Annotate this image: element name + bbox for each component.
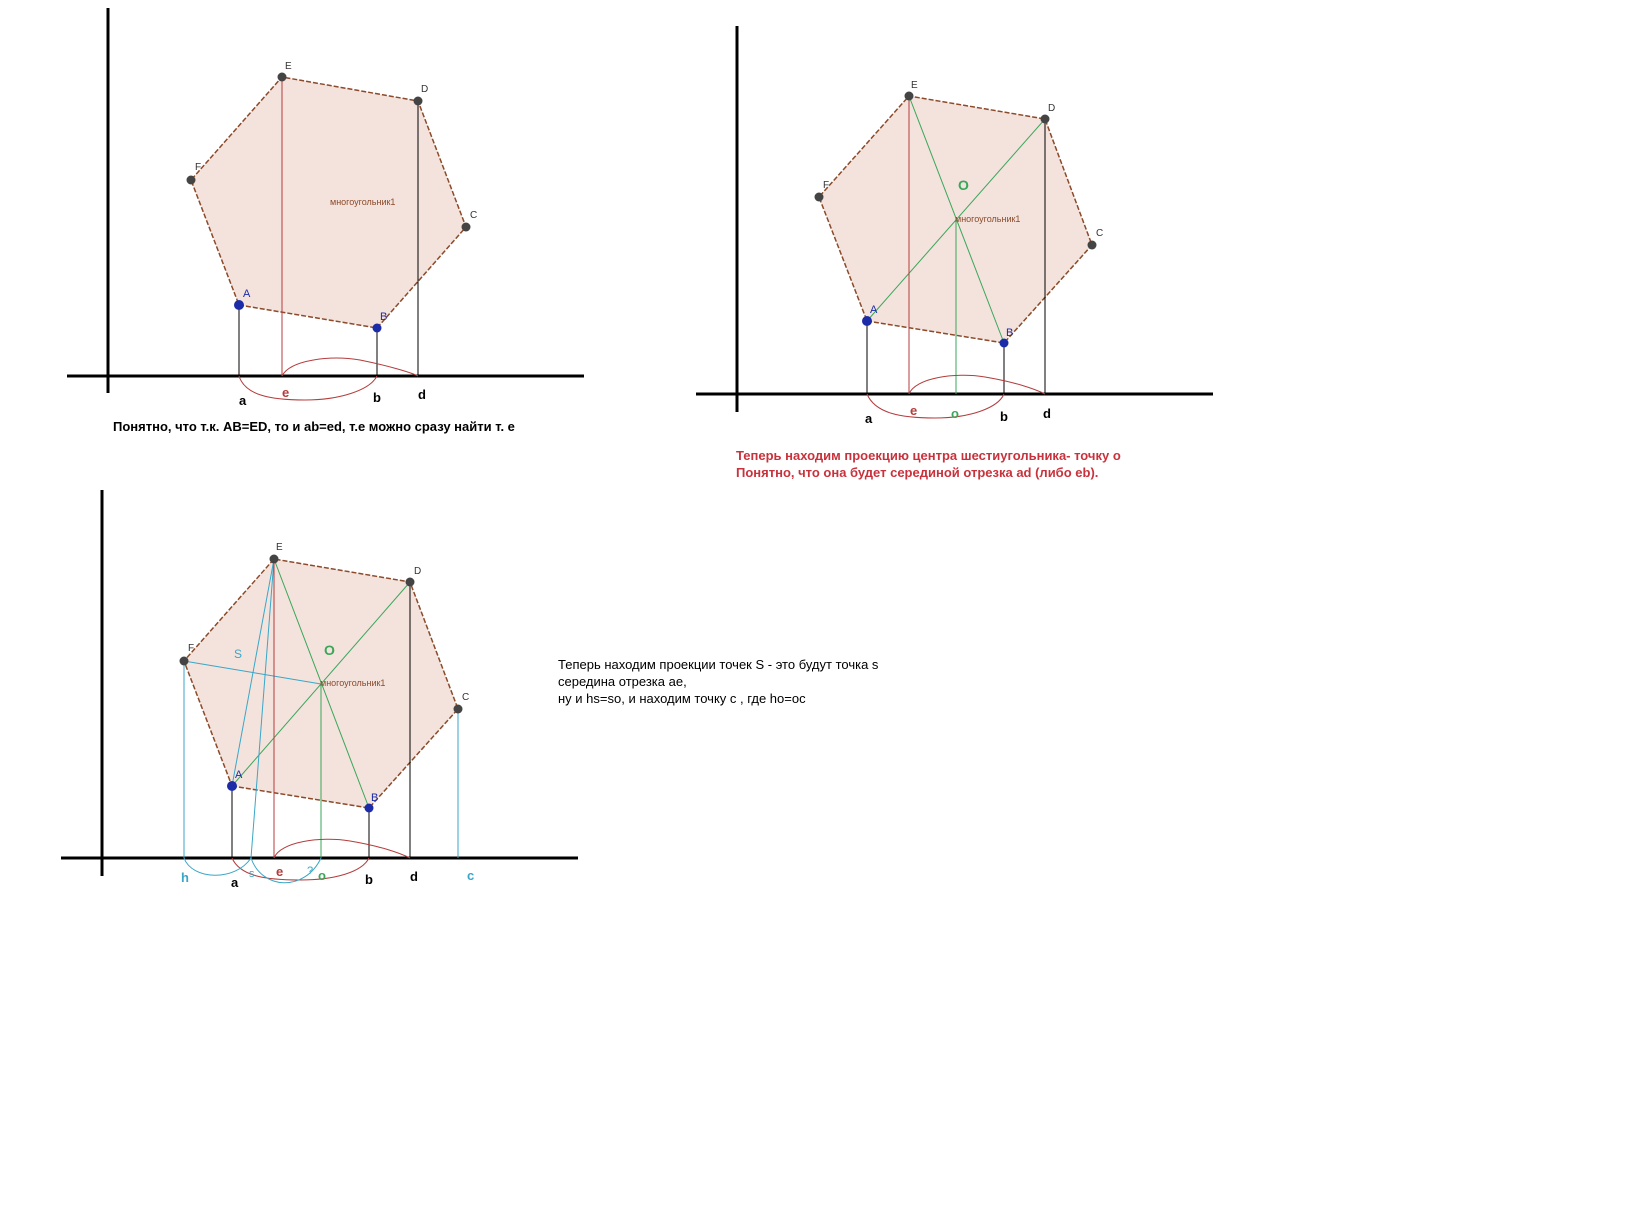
polygon-label: многоугольник1 [320,678,386,688]
label-f: F [188,643,195,654]
caption-line: Понятно, что она будет серединой отрезка ad (либо eb). [736,465,1099,480]
label-b: B [380,311,388,323]
label-c: C [462,692,470,703]
center-label: O [958,177,969,193]
vertex-b [365,804,374,813]
axis-label-d: d [418,387,426,402]
vertex-c [1088,241,1097,250]
vertex-d [1041,115,1050,124]
axis-label-o: o [951,406,959,421]
vertex-b [373,324,382,333]
vertex-a [234,300,244,310]
vertex-c [454,705,463,714]
axis-label-s: s [249,868,255,880]
arc-ab [867,394,1004,418]
axis-label-c: c [467,868,475,883]
axis-label-d: d [410,869,418,884]
label-s: S [234,647,243,661]
axis-label-a: a [239,393,247,408]
vertex-f [180,657,189,666]
vertex-c [462,223,471,232]
caption-line: середина отрезка ae, [558,674,687,689]
vertex-e [278,73,287,82]
vertex-e [270,555,279,564]
axis-label-a: a [865,411,873,426]
caption-line: ну и hs=so, и находим точку c , где ho=oc [558,691,806,706]
arc-ab [239,376,377,400]
label-a: A [243,288,251,300]
label-b: B [371,792,379,804]
vertex-f [815,193,824,202]
polygon-label: многоугольник1 [955,214,1021,224]
axis-label-o: o [318,868,326,883]
label-c: C [1096,228,1104,239]
vertex-e [905,92,914,101]
label-e: E [911,80,918,91]
vertex-d [414,97,423,106]
caption-panel-2 [736,447,1121,481]
axis-label-e: e [910,403,918,418]
label-d: D [1048,103,1056,114]
label-e: E [276,542,283,553]
label-b: B [1006,327,1014,339]
vertex-a [862,316,872,326]
arc-ed [274,839,410,858]
axis-label-a: a [231,875,239,890]
label-e: E [285,61,292,72]
arc-ed [909,375,1045,394]
polygon-label: многоугольник1 [330,197,396,207]
label-f: F [823,180,830,191]
caption-panel-3 [558,656,878,707]
panel-2 [696,26,1213,426]
axis-label-q: ? [307,865,314,877]
hexagon [191,77,466,328]
label-d: D [414,566,422,577]
vertex-b [1000,339,1009,348]
caption-line: Теперь находим проекцию центра шестиугольника- точку о [736,448,1121,463]
label-c: C [470,210,478,221]
label-a: A [235,769,243,781]
axis-label-b: b [1000,409,1008,424]
axis-label-b: b [365,872,373,887]
label-f: F [195,162,202,173]
center-label: O [324,642,335,658]
label-a: A [870,304,878,316]
vertex-a [227,781,237,791]
label-d: D [421,84,429,95]
vertex-f [187,176,196,185]
caption-panel-1: Понятно, что т.к. AB=ED, то и ab=ed, т.е можно сразу найти т. е [113,419,515,434]
arc-hs [184,858,251,875]
vertex-d [406,578,415,587]
panel-3 [61,490,578,890]
axis-label-e: e [282,385,290,400]
axis-label-h: h [181,870,189,885]
arc-ed [282,358,418,376]
axis-label-b: b [373,390,381,405]
axis-label-e: e [276,864,284,879]
axis-label-d: d [1043,406,1051,421]
panel-1 [67,8,584,408]
caption-line: Теперь находим проекции точек S - это будут точка s [558,657,879,672]
